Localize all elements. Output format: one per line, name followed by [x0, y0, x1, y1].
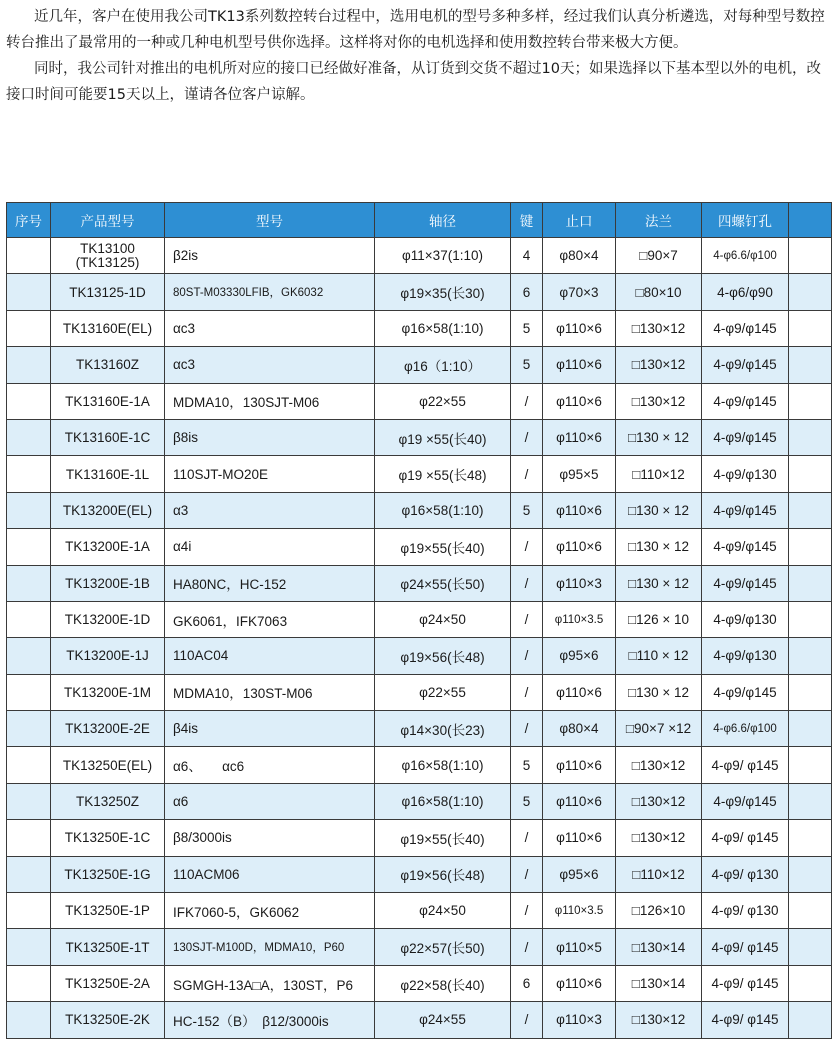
cell-motor: 110ACM06 [165, 856, 375, 892]
cell-extra [789, 747, 832, 783]
cell-product: TK13160E(EL) [51, 310, 165, 346]
cell-flange: □130×12 [616, 347, 702, 383]
cell-flange: □130×12 [616, 747, 702, 783]
cell-motor: HC-152（B） β12/3000is [165, 1002, 375, 1038]
table-row [7, 238, 832, 274]
cell-extra [789, 1002, 832, 1038]
cell-extra [789, 492, 832, 528]
cell-extra [789, 783, 832, 819]
cell-motor: IFK7060-5，GK6062 [165, 893, 375, 929]
cell-shaft: φ19×55(长40) [375, 820, 511, 856]
table-row [7, 747, 832, 783]
cell-motor: α3 [165, 492, 375, 528]
cell-flange: □126×10 [616, 893, 702, 929]
table-row [7, 492, 832, 528]
table-row [7, 965, 832, 1001]
cell-motor: β8is [165, 419, 375, 455]
cell-holes: 4-φ9/φ130 [702, 456, 789, 492]
cell-flange: □130×12 [616, 783, 702, 819]
cell-key: 4 [511, 238, 543, 274]
table-row [7, 783, 832, 819]
cell-spigot: φ110×6 [543, 347, 616, 383]
table-body [7, 238, 832, 1039]
intro-paragraph-2-text: 同时，我公司针对推出的电机所对应的接口已经做好准备，从订货到交货不超过10天；如果选择以下基本型以外的电机，改接口时间可能要15天以上，谨请各位客户谅解。 [6, 61, 821, 103]
cell-no [7, 238, 51, 274]
cell-holes: 4-φ9/ φ145 [702, 929, 789, 965]
cell-key: 5 [511, 492, 543, 528]
cell-motor: SGMGH-13A□A，130ST，P6 [165, 965, 375, 1001]
cell-spigot: φ80×4 [543, 238, 616, 274]
intro-paragraph-1 [0, 0, 836, 56]
cell-shaft: φ16×58(1:10) [375, 747, 511, 783]
cell-spigot: φ110×6 [543, 383, 616, 419]
table-row [7, 529, 832, 565]
cell-extra [789, 565, 832, 601]
cell-flange: □130×14 [616, 965, 702, 1001]
cell-product: TK13160E-1A [51, 383, 165, 419]
cell-shaft: φ24×55(长50) [375, 565, 511, 601]
cell-no [7, 383, 51, 419]
cell-extra [789, 893, 832, 929]
cell-no [7, 601, 51, 637]
header-key: 键 [511, 203, 543, 238]
cell-spigot: φ110×6 [543, 674, 616, 710]
cell-motor: GK6061，IFK7063 [165, 601, 375, 637]
cell-product: TK13250E-1G [51, 856, 165, 892]
cell-no [7, 529, 51, 565]
cell-holes: 4-φ9/φ145 [702, 674, 789, 710]
cell-key: 5 [511, 310, 543, 346]
header-extra [789, 203, 832, 238]
cell-key: 5 [511, 747, 543, 783]
cell-shaft: φ24×50 [375, 893, 511, 929]
cell-no [7, 674, 51, 710]
cell-motor: 110SJT-MO20E [165, 456, 375, 492]
cell-spigot: φ110×6 [543, 820, 616, 856]
cell-extra [789, 638, 832, 674]
cell-shaft: φ16（1:10） [375, 347, 511, 383]
cell-spigot: φ110×5 [543, 929, 616, 965]
cell-holes: 4-φ9/ φ145 [702, 1002, 789, 1038]
cell-no [7, 820, 51, 856]
cell-flange: □130×12 [616, 820, 702, 856]
cell-flange: □110×12 [616, 856, 702, 892]
cell-product: TK13200E-1D [51, 601, 165, 637]
cell-extra [789, 529, 832, 565]
cell-product: TK13200E-1B [51, 565, 165, 601]
table-row [7, 565, 832, 601]
cell-extra [789, 820, 832, 856]
cell-flange: □130×12 [616, 310, 702, 346]
cell-no [7, 1002, 51, 1038]
cell-extra [789, 310, 832, 346]
cell-shaft: φ19 ×55(长48) [375, 456, 511, 492]
table-header-row [7, 203, 832, 238]
intro-paragraph-1-text: 近几年，客户在使用我公司TK13系列数控转台过程中，选用电机的型号多种多样，经过我们认真分析遴选，对每种型号数控转台推出了最常用的一种或几种电机型号供你选择。这样将对你的电机选择和使用数控转台带来极大方便。 [6, 9, 825, 51]
table-row [7, 856, 832, 892]
cell-motor: β8/3000is [165, 820, 375, 856]
cell-holes: 4-φ9/φ145 [702, 347, 789, 383]
cell-no [7, 783, 51, 819]
header-no: 序号 [7, 203, 51, 238]
cell-shaft: φ19 ×55(长40) [375, 419, 511, 455]
intro-paragraph-2 [0, 56, 836, 108]
cell-spigot: φ110×3.5 [543, 893, 616, 929]
cell-shaft: φ22×58(长40) [375, 965, 511, 1001]
cell-product: TK13250E-2K [51, 1002, 165, 1038]
cell-key: / [511, 529, 543, 565]
cell-spigot: φ70×3 [543, 274, 616, 310]
header-product: 产品型号 [51, 203, 165, 238]
cell-flange: □130 × 12 [616, 419, 702, 455]
cell-no [7, 274, 51, 310]
cell-key: / [511, 1002, 543, 1038]
cell-shaft: φ24×50 [375, 601, 511, 637]
table-row [7, 893, 832, 929]
table-row [7, 419, 832, 455]
cell-shaft: φ16×58(1:10) [375, 492, 511, 528]
cell-no [7, 711, 51, 747]
cell-flange: □130×12 [616, 1002, 702, 1038]
cell-no [7, 456, 51, 492]
cell-extra [789, 456, 832, 492]
cell-key: / [511, 419, 543, 455]
cell-key: / [511, 674, 543, 710]
cell-shaft: φ19×56(长48) [375, 856, 511, 892]
cell-holes: 4-φ6.6/φ100 [702, 238, 789, 274]
cell-extra [789, 419, 832, 455]
cell-holes: 4-φ9/ φ130 [702, 856, 789, 892]
cell-extra [789, 238, 832, 274]
table-row [7, 1002, 832, 1038]
cell-key: / [511, 893, 543, 929]
header-motor: 型号 [165, 203, 375, 238]
cell-flange: □130 × 12 [616, 674, 702, 710]
cell-spigot: φ95×5 [543, 456, 616, 492]
cell-holes: 4-φ9/φ145 [702, 492, 789, 528]
cell-product: TK13200E-1J [51, 638, 165, 674]
cell-extra [789, 347, 832, 383]
table-row [7, 820, 832, 856]
cell-shaft: φ19×56(长48) [375, 638, 511, 674]
cell-product: TK13100 (TK13125) [51, 238, 165, 274]
cell-extra [789, 674, 832, 710]
cell-motor: 80ST-M03330LFIB，GK6032 [165, 274, 375, 310]
cell-flange: □130 × 12 [616, 565, 702, 601]
cell-holes: 4-φ6.6/φ100 [702, 711, 789, 747]
cell-spigot: φ110×3.5 [543, 601, 616, 637]
cell-spigot: φ95×6 [543, 856, 616, 892]
cell-motor: αc3 [165, 310, 375, 346]
cell-holes: 4-φ9/φ145 [702, 383, 789, 419]
table-row [7, 638, 832, 674]
cell-holes: 4-φ9/φ145 [702, 529, 789, 565]
cell-shaft: φ16×58(1:10) [375, 783, 511, 819]
cell-no [7, 856, 51, 892]
cell-motor: αc3 [165, 347, 375, 383]
cell-shaft: φ22×57(长50) [375, 929, 511, 965]
cell-shaft: φ11×37(1:10) [375, 238, 511, 274]
table-row [7, 711, 832, 747]
cell-key: / [511, 456, 543, 492]
cell-key: / [511, 929, 543, 965]
cell-motor: MDMA10，130ST-M06 [165, 674, 375, 710]
cell-product: TK13125-1D [51, 274, 165, 310]
cell-spigot: φ110×3 [543, 1002, 616, 1038]
cell-spigot: φ110×6 [543, 419, 616, 455]
header-holes: 四螺钉孔 [702, 203, 789, 238]
cell-spigot: φ95×6 [543, 638, 616, 674]
cell-no [7, 347, 51, 383]
cell-motor: α6 [165, 783, 375, 819]
cell-key: / [511, 856, 543, 892]
cell-holes: 4-φ9/ φ145 [702, 965, 789, 1001]
table-row [7, 310, 832, 346]
cell-product: TK13160E-1L [51, 456, 165, 492]
cell-extra [789, 929, 832, 965]
cell-motor: MDMA10，130SJT-M06 [165, 383, 375, 419]
cell-shaft: φ19×35(长30) [375, 274, 511, 310]
cell-flange: □90×7 [616, 238, 702, 274]
cell-no [7, 965, 51, 1001]
header-shaft: 轴径 [375, 203, 511, 238]
cell-spigot: φ110×3 [543, 565, 616, 601]
cell-extra [789, 856, 832, 892]
cell-product: TK13250E-1P [51, 893, 165, 929]
cell-shaft: φ16×58(1:10) [375, 310, 511, 346]
cell-spigot: φ110×6 [543, 747, 616, 783]
cell-holes: 4-φ9/ φ145 [702, 820, 789, 856]
cell-spigot: φ110×6 [543, 310, 616, 346]
table-row [7, 929, 832, 965]
cell-product: TK13200E-2E [51, 711, 165, 747]
cell-key: / [511, 565, 543, 601]
cell-no [7, 492, 51, 528]
cell-spigot: φ80×4 [543, 711, 616, 747]
intro-text [0, 0, 836, 108]
table-row [7, 383, 832, 419]
cell-key: 6 [511, 274, 543, 310]
cell-motor: β4is [165, 711, 375, 747]
cell-key: / [511, 820, 543, 856]
cell-holes: 4-φ9/ φ130 [702, 893, 789, 929]
cell-holes: 4-φ6/φ90 [702, 274, 789, 310]
cell-product: TK13160E-1C [51, 419, 165, 455]
cell-motor: 110AC04 [165, 638, 375, 674]
cell-shaft: φ14×30(长23) [375, 711, 511, 747]
cell-spigot: φ110×6 [543, 529, 616, 565]
table-row [7, 347, 832, 383]
cell-shaft: φ19×55(长40) [375, 529, 511, 565]
cell-product: TK13250E-2A [51, 965, 165, 1001]
table-row [7, 674, 832, 710]
cell-no [7, 310, 51, 346]
cell-no [7, 747, 51, 783]
cell-extra [789, 965, 832, 1001]
cell-flange: □130×12 [616, 383, 702, 419]
cell-extra [789, 601, 832, 637]
cell-product: TK13250E-1T [51, 929, 165, 965]
cell-no [7, 929, 51, 965]
cell-product: TK13160Z [51, 347, 165, 383]
table-row [7, 601, 832, 637]
cell-extra [789, 383, 832, 419]
cell-flange: □90×7 ×12 [616, 711, 702, 747]
cell-product: TK13250E-1C [51, 820, 165, 856]
cell-motor: α4i [165, 529, 375, 565]
header-spigot: 止口 [543, 203, 616, 238]
cell-holes: 4-φ9/φ145 [702, 565, 789, 601]
cell-holes: 4-φ9/ φ145 [702, 747, 789, 783]
motor-spec-table [6, 202, 832, 1039]
cell-key: 5 [511, 783, 543, 819]
cell-holes: 4-φ9/φ145 [702, 419, 789, 455]
cell-flange: □130 × 12 [616, 529, 702, 565]
cell-no [7, 565, 51, 601]
cell-spigot: φ110×6 [543, 965, 616, 1001]
cell-motor: α6、 αc6 [165, 747, 375, 783]
cell-shaft: φ22×55 [375, 674, 511, 710]
cell-key: / [511, 601, 543, 637]
table-row [7, 456, 832, 492]
cell-holes: 4-φ9/φ130 [702, 601, 789, 637]
cell-flange: □126 × 10 [616, 601, 702, 637]
cell-product: TK13200E-1M [51, 674, 165, 710]
cell-shaft: φ24×55 [375, 1002, 511, 1038]
cell-no [7, 638, 51, 674]
cell-motor: β2is [165, 238, 375, 274]
cell-key: / [511, 638, 543, 674]
header-flange: 法兰 [616, 203, 702, 238]
cell-product: TK13200E-1A [51, 529, 165, 565]
cell-flange: □110 × 12 [616, 638, 702, 674]
cell-holes: 4-φ9/φ145 [702, 310, 789, 346]
cell-motor: HA80NC，HC-152 [165, 565, 375, 601]
cell-flange: □130×14 [616, 929, 702, 965]
cell-motor: 130SJT-M100D，MDMA10，P60 [165, 929, 375, 965]
cell-spigot: φ110×6 [543, 783, 616, 819]
cell-key: 5 [511, 347, 543, 383]
cell-flange: □130 × 12 [616, 492, 702, 528]
cell-spigot: φ110×6 [543, 492, 616, 528]
cell-extra [789, 711, 832, 747]
cell-extra [789, 274, 832, 310]
cell-key: 6 [511, 965, 543, 1001]
cell-product: TK13200E(EL) [51, 492, 165, 528]
cell-holes: 4-φ9/φ130 [702, 638, 789, 674]
cell-product: TK13250Z [51, 783, 165, 819]
cell-no [7, 893, 51, 929]
cell-product: TK13250E(EL) [51, 747, 165, 783]
cell-no [7, 419, 51, 455]
cell-holes: 4-φ9/φ145 [702, 783, 789, 819]
cell-flange: □110×12 [616, 456, 702, 492]
cell-key: / [511, 711, 543, 747]
cell-shaft: φ22×55 [375, 383, 511, 419]
cell-key: / [511, 383, 543, 419]
cell-flange: □80×10 [616, 274, 702, 310]
table-row [7, 274, 832, 310]
